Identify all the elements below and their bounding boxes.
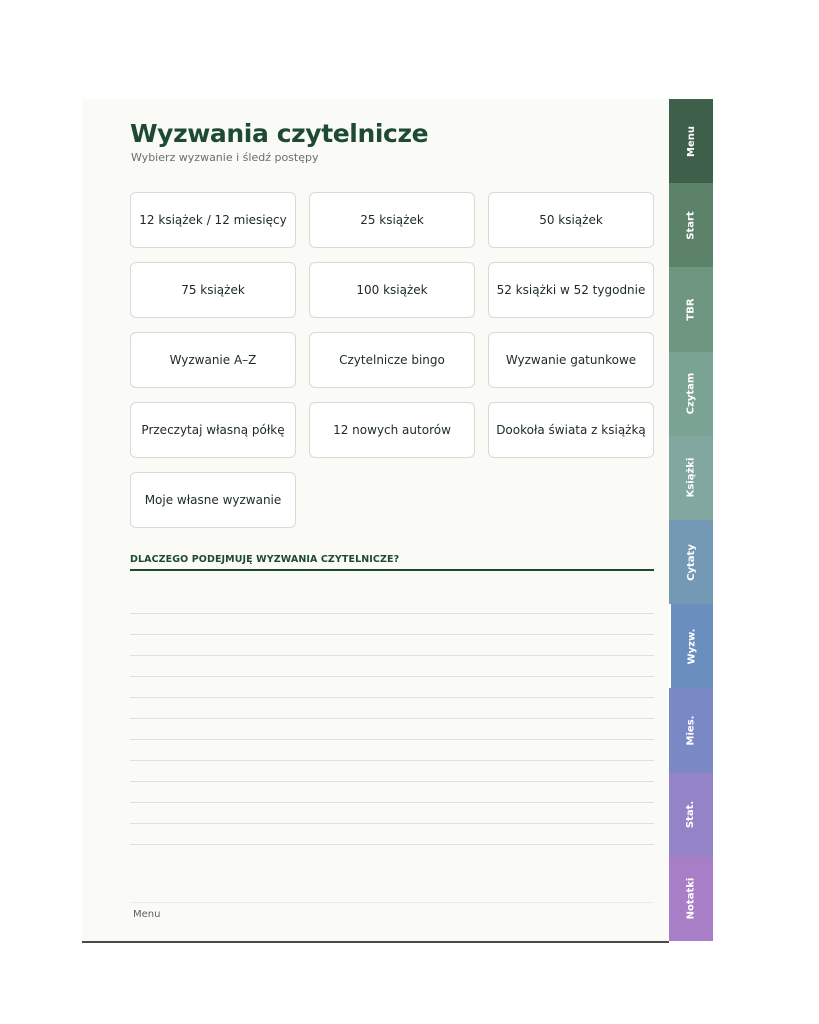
side-tabs xyxy=(669,99,713,941)
writing-line[interactable] xyxy=(130,677,654,698)
writing-line[interactable] xyxy=(130,698,654,719)
writing-line[interactable] xyxy=(130,824,654,845)
tab-label: Wyzw. xyxy=(686,628,698,665)
footer-divider xyxy=(130,902,654,903)
challenge-card[interactable]: 25 książek xyxy=(309,192,475,248)
tab-label: TBR xyxy=(685,298,697,321)
tab-label: Start xyxy=(685,211,697,240)
footer-menu-link[interactable]: Menu xyxy=(133,909,161,920)
planner-page xyxy=(82,99,669,943)
challenge-card[interactable]: Moje własne wyzwanie xyxy=(130,472,296,528)
tab-ksiazki[interactable] xyxy=(669,436,713,520)
challenge-grid xyxy=(130,192,654,528)
challenge-card[interactable]: Przeczytaj własną półkę xyxy=(130,402,296,458)
tab-label: Książki xyxy=(685,457,697,498)
challenge-card[interactable]: Wyzwanie A–Z xyxy=(130,332,296,388)
challenge-card[interactable]: 50 książek xyxy=(488,192,654,248)
challenge-card[interactable]: Wyzwanie gatunkowe xyxy=(488,332,654,388)
tab-menu[interactable] xyxy=(669,99,713,183)
challenge-card[interactable]: 12 książek / 12 miesięcy xyxy=(130,192,296,248)
challenge-card[interactable]: 52 książki w 52 tygodnie xyxy=(488,262,654,318)
notes-heading: DLACZEGO PODEJMUJĘ WYZWANIA CZYTELNICZE? xyxy=(130,554,654,571)
tab-label: Cytaty xyxy=(685,543,697,581)
writing-line[interactable] xyxy=(130,614,654,635)
tab-label: Notatki xyxy=(685,877,697,920)
challenge-card[interactable]: Czytelnicze bingo xyxy=(309,332,475,388)
writing-line[interactable] xyxy=(130,803,654,824)
writing-line[interactable] xyxy=(130,740,654,761)
writing-line[interactable] xyxy=(130,761,654,782)
tab-czytam[interactable] xyxy=(669,352,713,436)
tab-wyzwania[interactable] xyxy=(669,604,713,688)
tab-miesiace[interactable] xyxy=(669,688,713,772)
challenge-card[interactable]: Dookoła świata z książką xyxy=(488,402,654,458)
tab-label: Menu xyxy=(685,125,697,157)
tab-statystyki[interactable] xyxy=(669,773,713,857)
challenge-card[interactable]: 12 nowych autorów xyxy=(309,402,475,458)
page-subtitle: Wybierz wyzwanie i śledź postępy xyxy=(131,151,319,164)
challenge-card[interactable]: 100 książek xyxy=(309,262,475,318)
writing-line[interactable] xyxy=(130,635,654,656)
tab-notatki[interactable] xyxy=(669,857,713,941)
page-title: Wyzwania czytelnicze xyxy=(130,119,429,148)
tab-label: Mies. xyxy=(685,715,697,746)
tab-label: Czytam xyxy=(685,372,697,415)
tab-tbr[interactable] xyxy=(669,267,713,351)
challenge-card[interactable]: 75 książek xyxy=(130,262,296,318)
writing-line[interactable] xyxy=(130,593,654,614)
writing-line[interactable] xyxy=(130,782,654,803)
tab-cytaty[interactable] xyxy=(669,520,713,604)
writing-line[interactable] xyxy=(130,719,654,740)
writing-line[interactable] xyxy=(130,656,654,677)
tab-start[interactable] xyxy=(669,183,713,267)
tab-label: Stat. xyxy=(685,800,697,829)
writing-lines[interactable] xyxy=(130,593,654,845)
